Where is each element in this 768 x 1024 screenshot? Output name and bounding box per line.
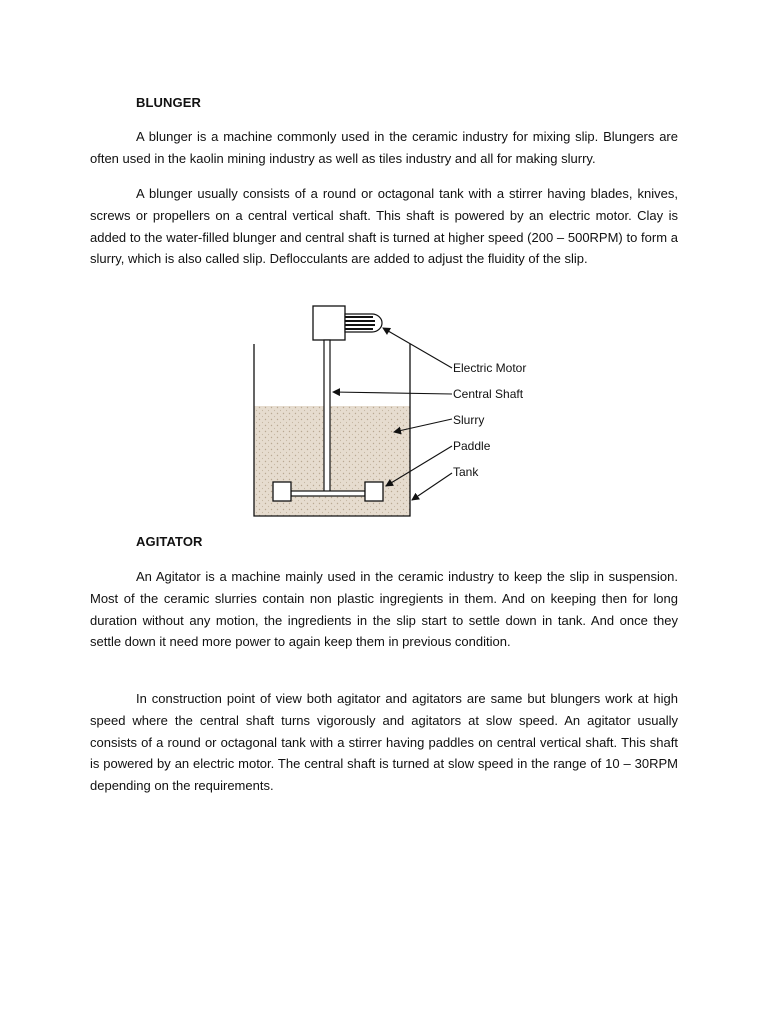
shaft-leader xyxy=(333,392,452,394)
motor-housing xyxy=(313,306,345,340)
paddle-left xyxy=(273,482,291,501)
label-slurry: Slurry xyxy=(453,413,485,427)
agitator-paragraph-1: An Agitator is a machine mainly used in the ceramic industry to keep the slip in suspension. Most of the ceramic slurries contain non plastic ingregients in them. And on keeping then for long duration without any motion, the ingredients in the slip start to settle down in tank. And once they settle down it need more power to again keep them in previous condition. xyxy=(90,569,678,650)
label-electric-motor: Electric Motor xyxy=(453,361,527,375)
agitator-paragraph-2: In construction point of view both agitator and agitators are same but blungers work at high speed where the central shaft turns vigorously and agitators at slow speed. An agitator usually consists of a round or octagonal tank with a stirrer having paddles on central vertical shaft. This shaft is powered by an electric motor. The central shaft is turned at slow speed in the range of 10 – 30RPM depending on the requirements. xyxy=(90,691,678,794)
central-shaft xyxy=(324,340,330,494)
label-central-shaft: Central Shaft xyxy=(453,387,524,401)
blunger-paragraph-2: A blunger usually consists of a round or octagonal tank with a stirrer having blades, knives, screws or propellers on a central vertical shaft. This shaft is powered by an electric motor. Clay is added to the water-filled blunger and central shaft is turned at higher speed (200 – 500RPM) to form a slurry, which is also called slip. Deflocculants are added to adjust the fluidity of the slip. xyxy=(90,186,678,267)
paddle-right xyxy=(365,482,383,501)
blunger-heading: BLUNGER xyxy=(136,95,201,110)
tank-leader xyxy=(412,473,452,500)
blunger-diagram xyxy=(240,298,540,524)
motor-leader xyxy=(383,328,452,368)
agitator-heading: AGITATOR xyxy=(136,534,203,549)
blunger-paragraph-1: A blunger is a machine commonly used in the ceramic industry for mixing slip. Blungers are often used in the kaolin mining industry as well as tiles industry and all for making slurry. xyxy=(90,129,678,166)
label-paddle: Paddle xyxy=(453,439,491,453)
paddle-crossbar xyxy=(291,491,365,496)
label-tank: Tank xyxy=(453,465,479,479)
motor-fins xyxy=(345,314,382,332)
